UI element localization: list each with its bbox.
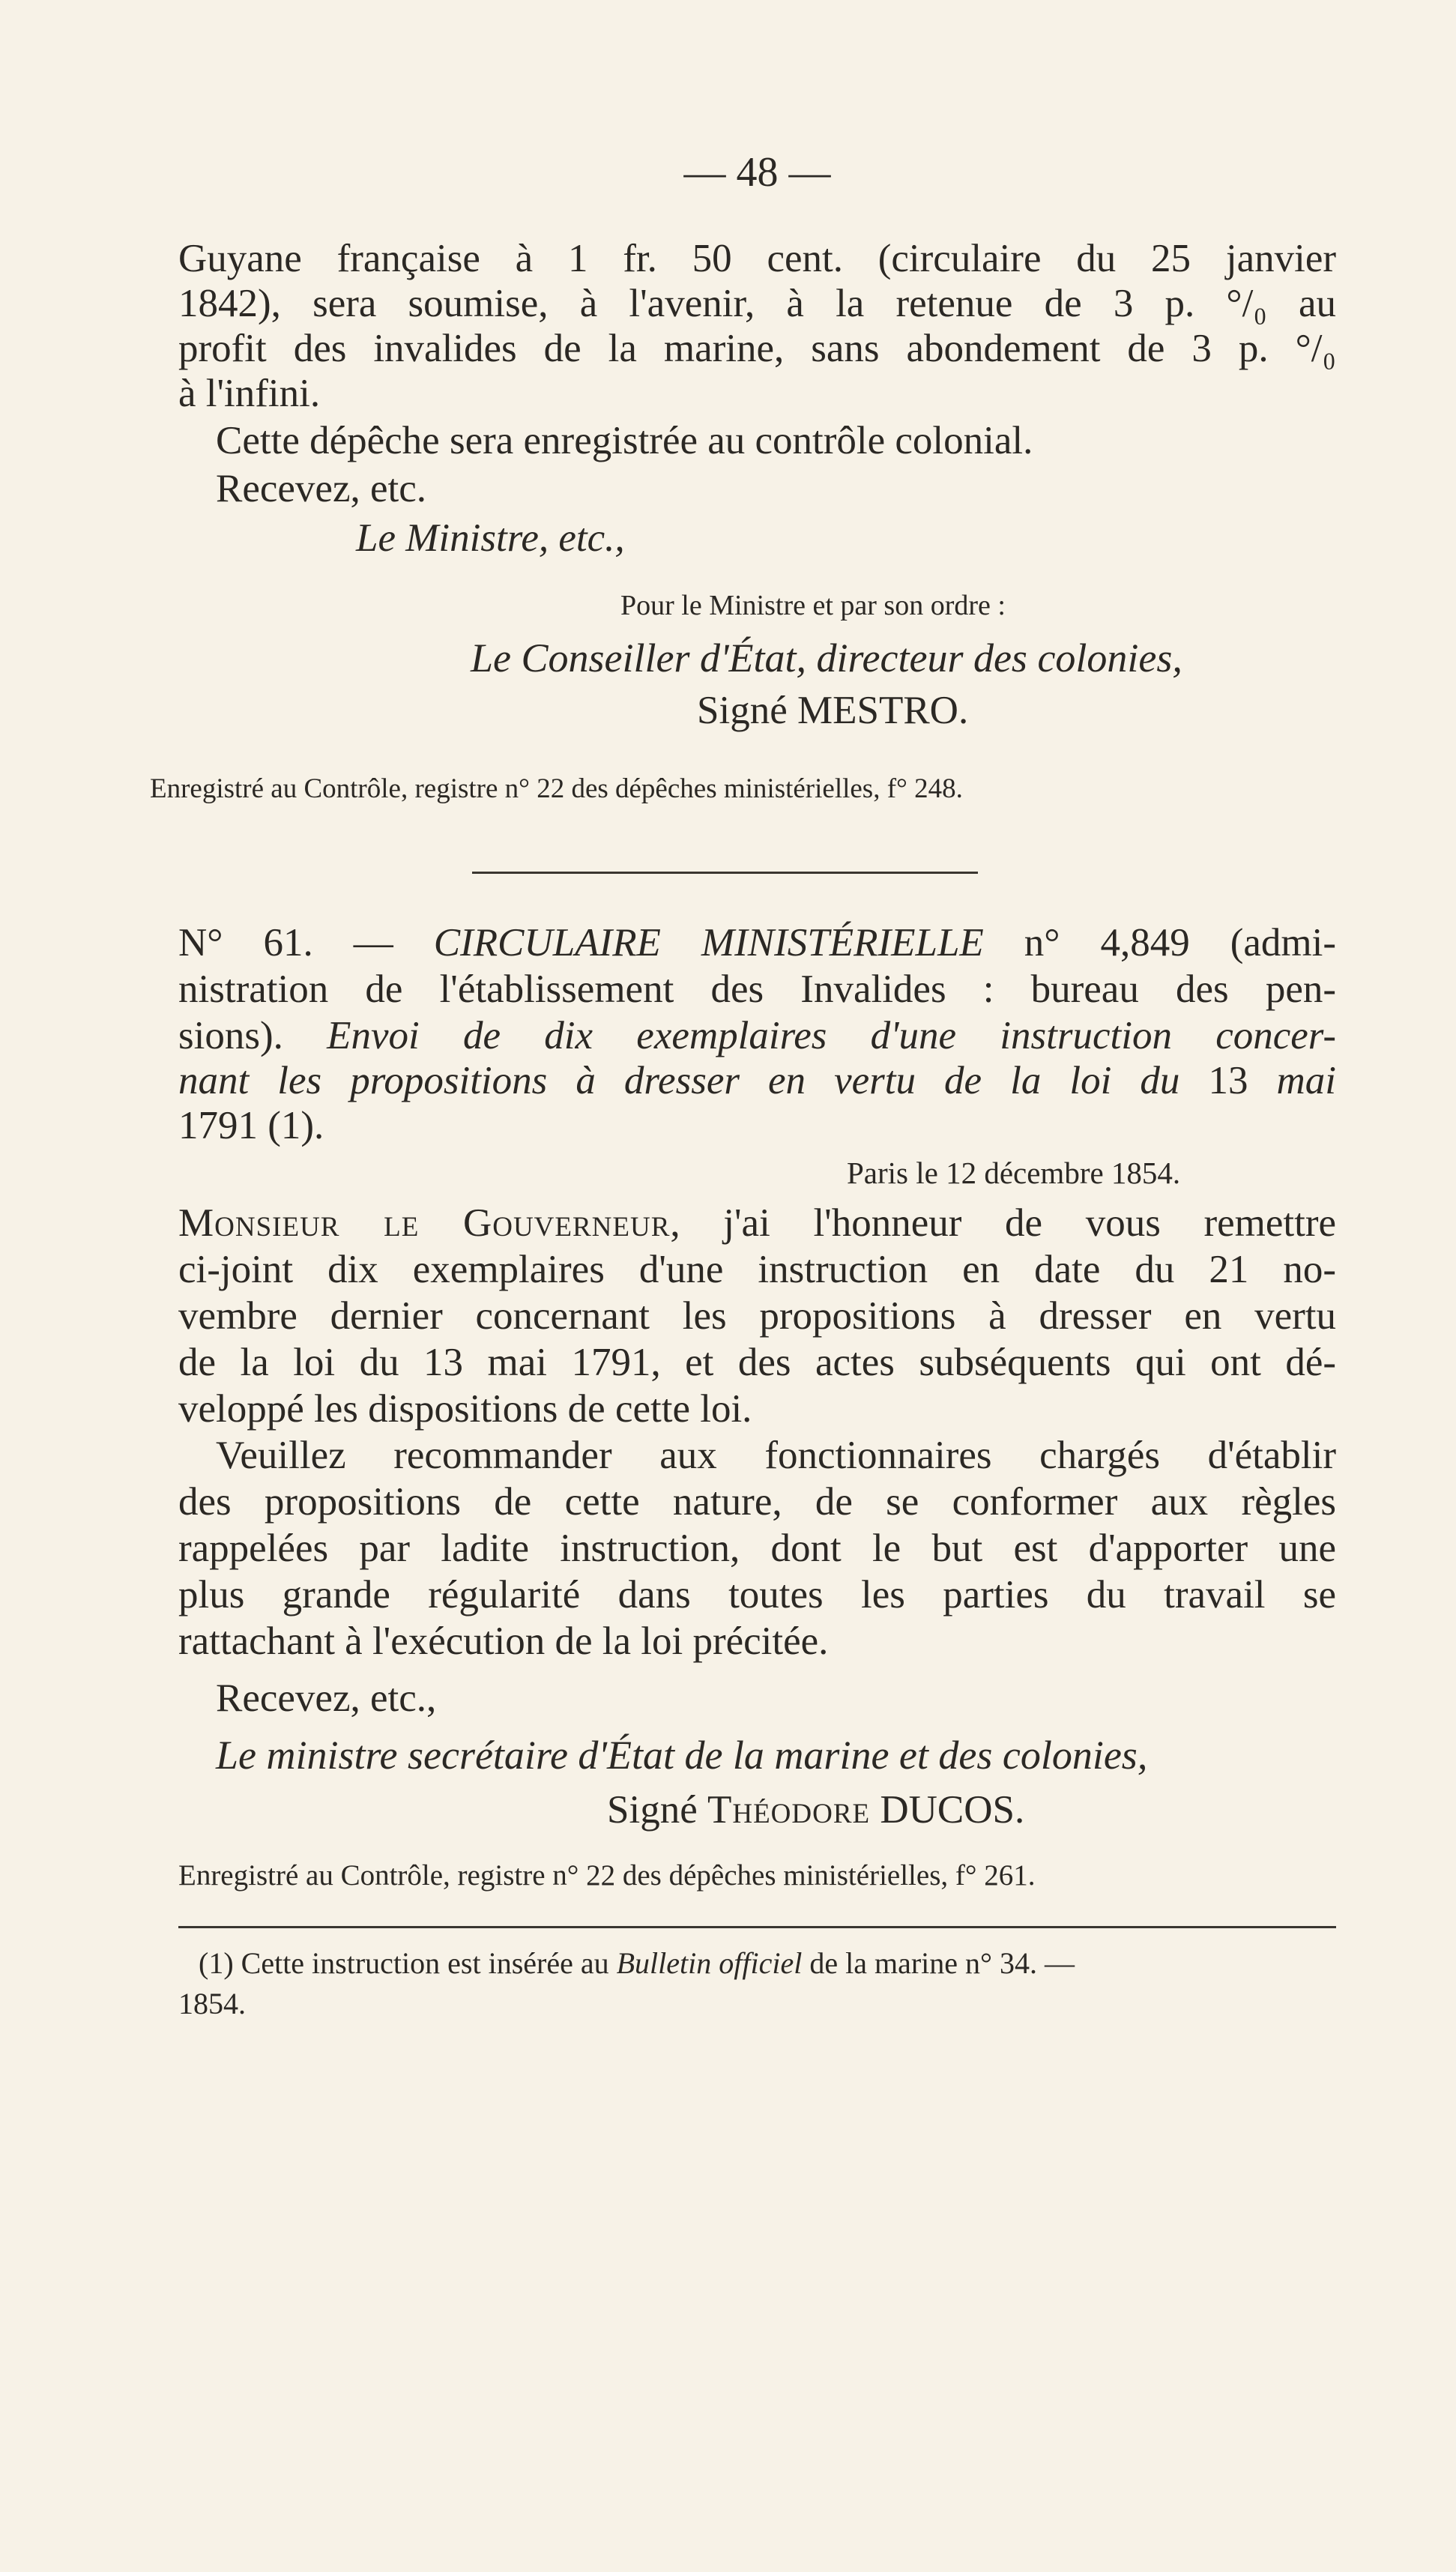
councillor-title: Le Conseiller d'État, directeur des colonies, [471, 636, 1182, 680]
page-number: — 48 — [683, 149, 831, 196]
order-line: Pour le Ministre et par son ordre : [620, 590, 1006, 621]
heading-subject: mai [1276, 1059, 1337, 1102]
body-line: plus grande régularité dans toutes les parties du travail se [178, 1573, 1336, 1616]
minister-signature-line: Le Ministre, etc., [356, 516, 625, 560]
intro-line: Guyane française à 1 fr. 50 cent. (circulaire du 25 janvier [178, 237, 1336, 280]
footnote-text: de la marine n° 34. — [802, 1946, 1075, 1980]
body-line: des propositions de cette nature, de se conformer aux règles [178, 1480, 1336, 1524]
circular-heading-line [178, 1058, 1336, 1103]
signature-ducos [607, 1787, 1336, 1832]
body-line: Veuillez recommander aux fonctionnaires chargés d'établir [216, 1434, 1336, 1477]
closing-formula: Recevez, etc. [216, 467, 426, 510]
heading-text: 13 [1179, 1059, 1277, 1102]
signature-last-name: DUCOS. [870, 1788, 1025, 1832]
section-divider [472, 872, 978, 874]
circular-heading-line: 1791 (1). [178, 1104, 324, 1147]
circular-heading-line: nistration de l'établissement des Invalides : bureau des pen- [178, 967, 1336, 1011]
intro-line: à l'infini. [178, 372, 321, 415]
signature-first-name: Théodore [707, 1788, 871, 1832]
circular-registry-number: n° 4,849 (admi- [983, 921, 1336, 964]
registration-note: Enregistré au Contrôle, registre n° 22 des dépêches ministérielles, f° 248. [150, 773, 963, 804]
dateline: Paris le 12 décembre 1854. [847, 1156, 1181, 1190]
intro-line: profit des invalides de la marine, sans abondement de 3 p. °/₀ [178, 327, 1336, 370]
circular-number: N° 61. — [178, 921, 434, 964]
footnote-publication: Bulletin officiel [616, 1946, 803, 1980]
circular-heading-line [178, 1013, 1336, 1058]
body-line: ci-joint dix exemplaires d'une instruction en date du 21 no- [178, 1248, 1336, 1291]
minister-title: Le ministre secrétaire d'État de la marine et des colonies, [216, 1733, 1148, 1778]
intro-line: 1842), sera soumise, à l'avenir, à la retenue de 3 p. °/₀ au [178, 282, 1336, 325]
footnote [199, 1945, 1336, 1981]
circular-heading [178, 920, 1336, 965]
salutation: Monsieur le Gouverneur [178, 1201, 671, 1245]
signature-mestro: Signé MESTRO. [697, 689, 969, 732]
body-text: , j'ai l'honneur de vous remettre [670, 1201, 1336, 1245]
body-line: de la loi du 13 mai 1791, et des actes subséquents qui ont dé- [178, 1341, 1336, 1384]
body-line: rattachant à l'exécution de la loi précitée. [178, 1619, 829, 1663]
registration-note: Enregistré au Contrôle, registre n° 22 des dépêches ministérielles, f° 261. [178, 1859, 1036, 1892]
body-line: veloppé les dispositions de cette loi. [178, 1387, 752, 1431]
body-line: vembre dernier concernant les propositions à dresser en vertu [178, 1294, 1336, 1338]
footnote-text: (1) Cette instruction est insérée au [199, 1946, 617, 1980]
body-line: rappelées par ladite instruction, dont le but est d'apporter une [178, 1527, 1336, 1570]
signature-prefix: Signé [607, 1788, 707, 1832]
circular-title: CIRCULAIRE MINISTÉRIELLE [433, 921, 984, 964]
heading-subject: nant les propositions à dresser en vertu de la loi du [178, 1059, 1180, 1102]
heading-text: sions). [178, 1014, 327, 1057]
footnote-divider [178, 1926, 1336, 1928]
footnote-year: 1854. [178, 1987, 246, 2020]
closing-formula: Recevez, etc., [216, 1676, 437, 1720]
dispatch-registration-note: Cette dépêche sera enregistrée au contrôle colonial. [216, 419, 1033, 462]
body-line [178, 1201, 1336, 1246]
heading-subject: Envoi de dix exemplaires d'une instruction concer- [327, 1014, 1336, 1057]
